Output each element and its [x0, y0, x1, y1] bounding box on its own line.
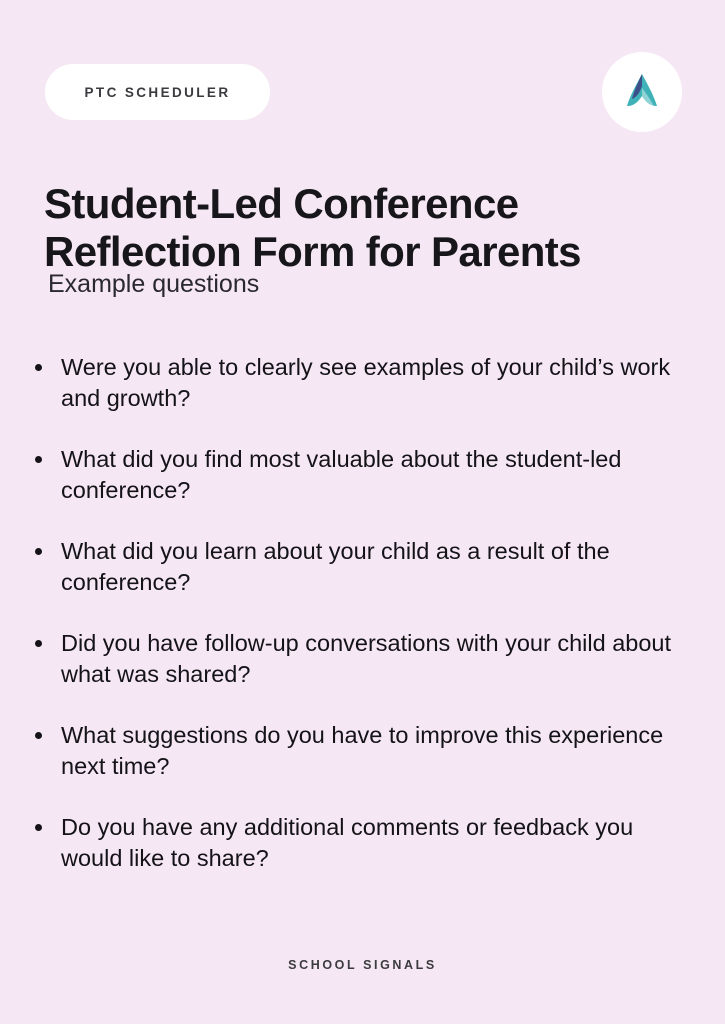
question-text: What suggestions do you have to improve this experience next time?	[61, 722, 664, 780]
ptc-scheduler-badge	[45, 64, 270, 120]
question-text: Did you have follow-up conversations with your child about what was shared?	[61, 630, 672, 688]
page-subtitle: Example questions	[48, 270, 260, 298]
list-item	[28, 812, 688, 874]
bullet-icon	[35, 548, 42, 555]
list-item	[28, 352, 688, 414]
bullet-icon	[35, 640, 42, 647]
footer-brand: SCHOOL SIGNALS	[288, 958, 437, 972]
bullet-icon	[35, 732, 42, 739]
question-text: Do you have any additional comments or feedback you would like to share?	[61, 814, 634, 872]
bullet-icon	[35, 364, 42, 371]
question-text: Were you able to clearly see examples of your child’s work and growth?	[61, 354, 671, 412]
list-item	[28, 720, 688, 782]
list-item	[28, 628, 688, 690]
list-item	[28, 536, 688, 598]
badge-label: PTC SCHEDULER	[84, 84, 231, 100]
question-text: What did you learn about your child as a result of the conference?	[61, 538, 610, 596]
question-text: What did you find most valuable about the student-led conference?	[61, 446, 622, 504]
bullet-icon	[35, 824, 42, 831]
school-signals-logo-icon	[616, 66, 668, 118]
page-title: Student-Led Conference Reflection Form for Parents	[44, 180, 581, 275]
questions-list	[28, 352, 688, 874]
list-item	[28, 444, 688, 506]
school-signals-logo	[602, 52, 682, 132]
bullet-icon	[35, 456, 42, 463]
